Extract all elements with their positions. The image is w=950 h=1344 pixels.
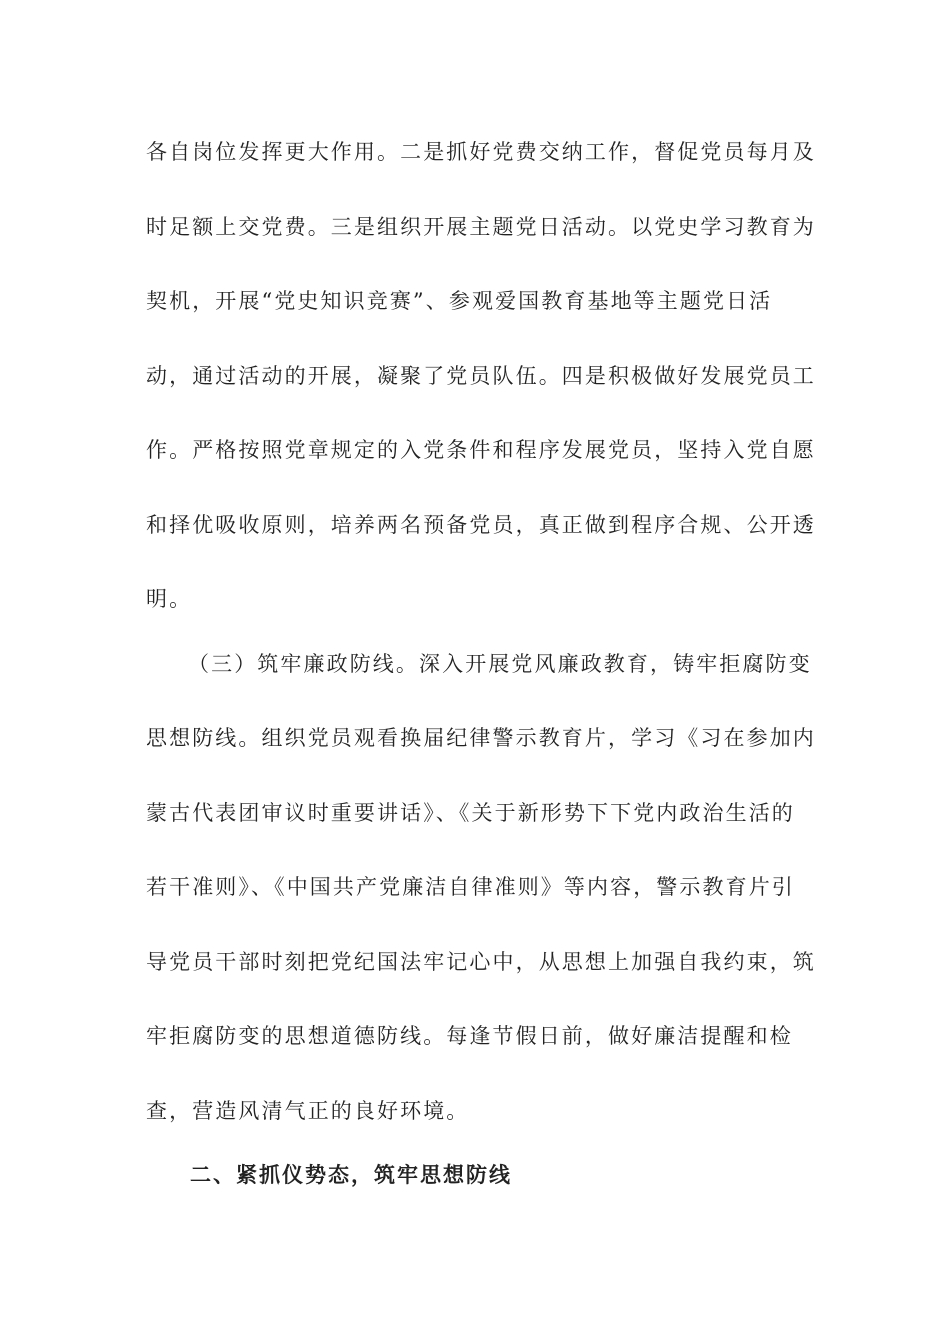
paragraph-line: 作。严格按照党章规定的入党条件和程序发展党员，坚持入党自愿 <box>146 438 816 462</box>
paragraph-line: 各自岗位发挥更大作用。二是抓好党费交纳工作，督促党员每月及 <box>146 140 816 164</box>
paragraph-line: 动，通过活动的开展，凝聚了党员队伍。四是积极做好发展党员工 <box>146 364 816 388</box>
paragraph-line: 导党员干部时刻把党纪国法牢记心中，从思想上加强自我约束，筑 <box>146 950 816 974</box>
paragraph-line: 若干准则》、《中国共产党廉洁自律准则》等内容，警示教育片引 <box>146 875 795 899</box>
paragraph-line: 思想防线。组织党员观看换届纪律警示教育片，学习《习在参加内 <box>146 726 816 750</box>
section-heading: 二、紧抓仪势态，筑牢思想防线 <box>190 1162 512 1187</box>
paragraph-line: 明。 <box>146 587 193 611</box>
paragraph-line: 蒙古代表团审议时重要讲话》、《关于新形势下下党内政治生活的 <box>146 801 795 825</box>
paragraph-line: 时足额上交党费。三是组织开展主题党日活动。以党史学习教育为 <box>146 215 816 239</box>
paragraph-line: 牢拒腐防变的思想道德防线。每逢节假日前，做好廉洁提醒和检 <box>146 1024 793 1048</box>
section-paragraph-first-line: （三）筑牢廉政防线。深入开展党风廉政教育，铸牢拒腐防变 <box>188 652 812 676</box>
paragraph-line: 查，营造风清气正的良好环境。 <box>146 1099 470 1123</box>
paragraph-line: 和择优吸收原则，培养两名预备党员，真正做到程序合规、公开透 <box>146 513 816 537</box>
paragraph-line: 契机，开展“党史知识竞赛”、参观爱国教育基地等主题党日活 <box>146 289 773 313</box>
